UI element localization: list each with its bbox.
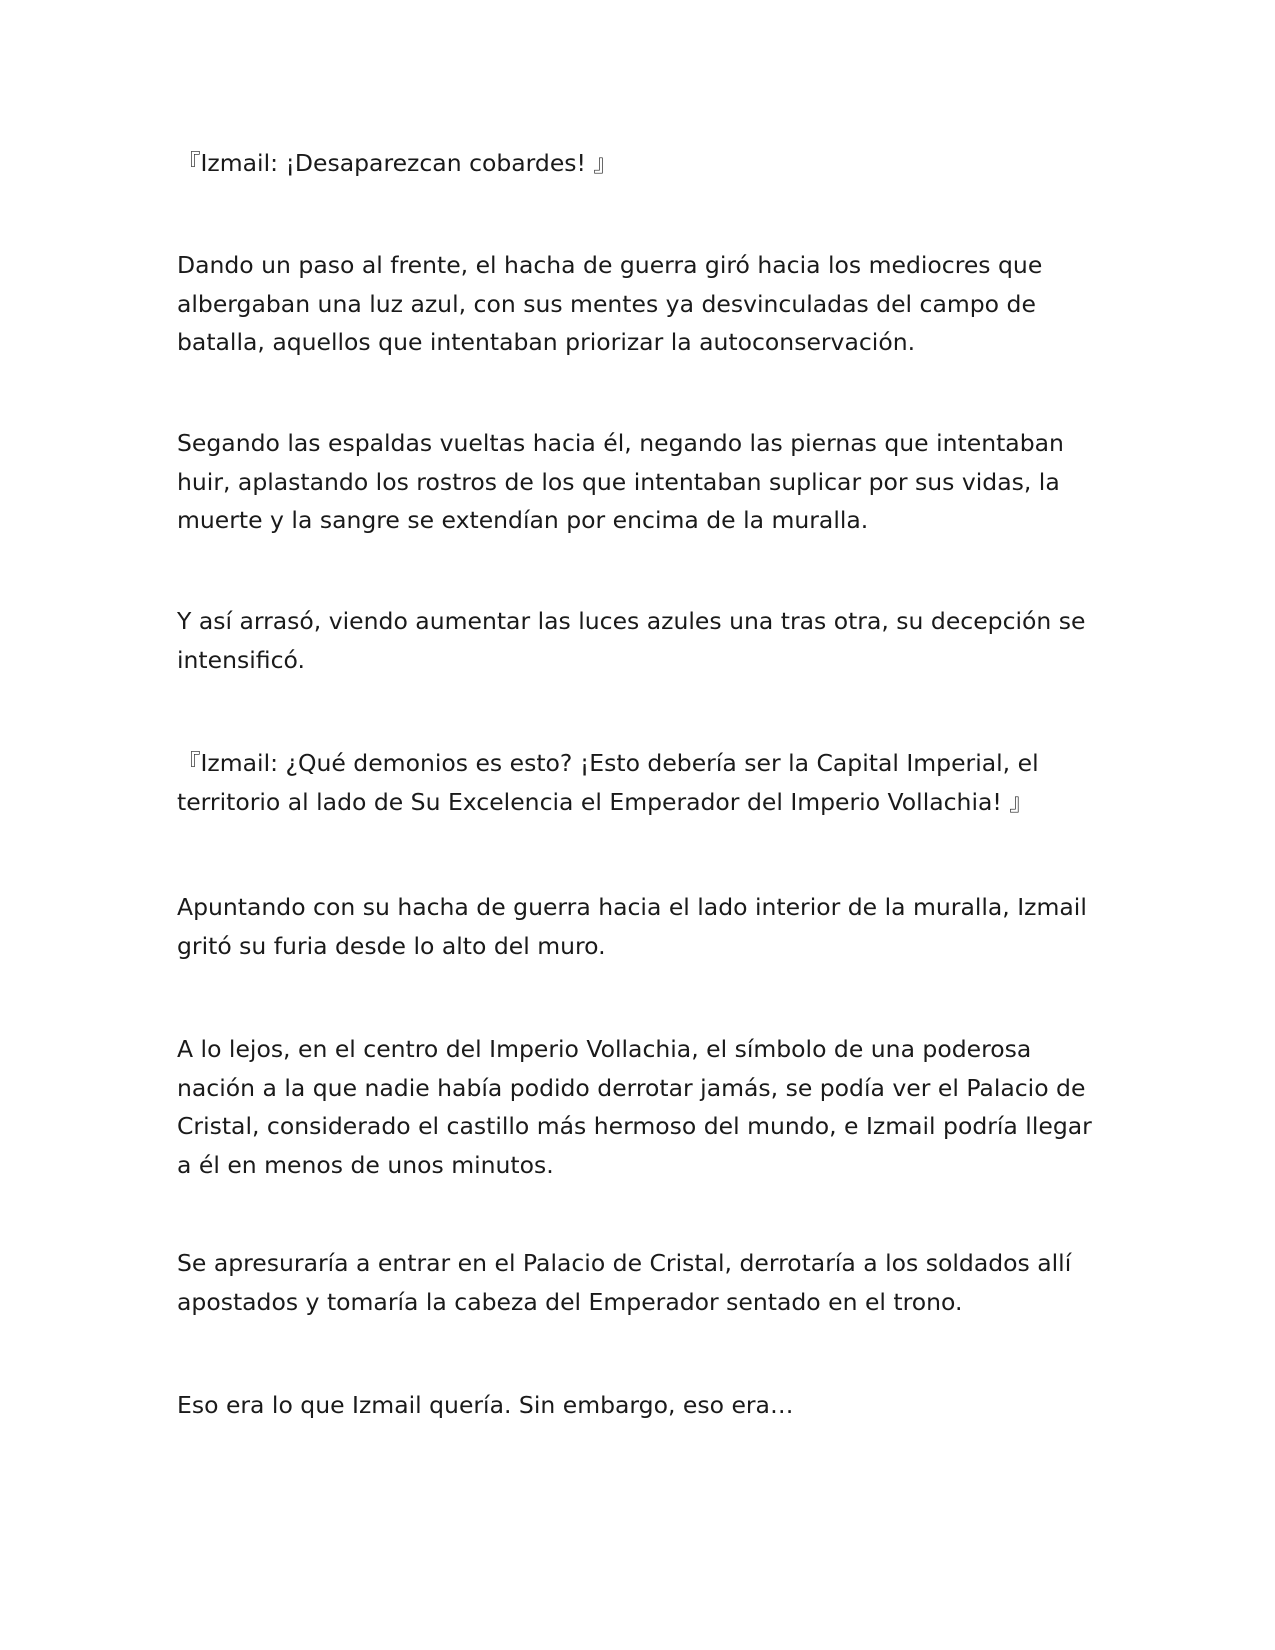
paragraph: A lo lejos, en el centro del Imperio Vollachia, el símbolo de una poderosa nación a la que nadie había podido derrotar jamás, se podía ver el Palacio de Cristal, considerado el castillo más hermoso del mundo, e Izmail podría llegar a él en menos de unos minutos. xyxy=(177,1035,1092,1179)
paragraph: Se apresuraría a entrar en el Palacio de Cristal, derrotaría a los soldados allí apostados y tomaría la cabeza del Emperador sentado en el trono. xyxy=(177,1249,1072,1316)
dialogue-line: 『Izmail: ¿Qué demonios es esto? ¡Esto debería ser la Capital Imperial, el territorio al lado de Su Excelencia el Emperador del Imperio Vollachia! 』 xyxy=(177,749,1039,816)
paragraph: Segando las espaldas vueltas hacia él, negando las piernas que intentaban huir, aplastando los rostros de los que intentaban suplicar por sus vidas, la muerte y la sangre se extendían por encima de la muralla. xyxy=(177,429,1064,534)
paragraph: Eso era lo que Izmail quería. Sin embargo, eso era… xyxy=(177,1391,794,1419)
paragraph: Y así arrasó, viendo aumentar las luces azules una tras otra, su decepción se intensificó. xyxy=(177,607,1086,674)
paragraph: Dando un paso al frente, el hacha de guerra giró hacia los mediocres que albergaban una luz azul, con sus mentes ya desvinculadas del campo de batalla, aquellos que intentaban priorizar la autoconservación. xyxy=(177,251,1043,356)
dialogue-line: 『Izmail: ¡Desaparezcan cobardes! 』 xyxy=(177,149,617,177)
paragraph: Apuntando con su hacha de guerra hacia el lado interior de la muralla, Izmail gritó su furia desde lo alto del muro. xyxy=(177,893,1087,960)
